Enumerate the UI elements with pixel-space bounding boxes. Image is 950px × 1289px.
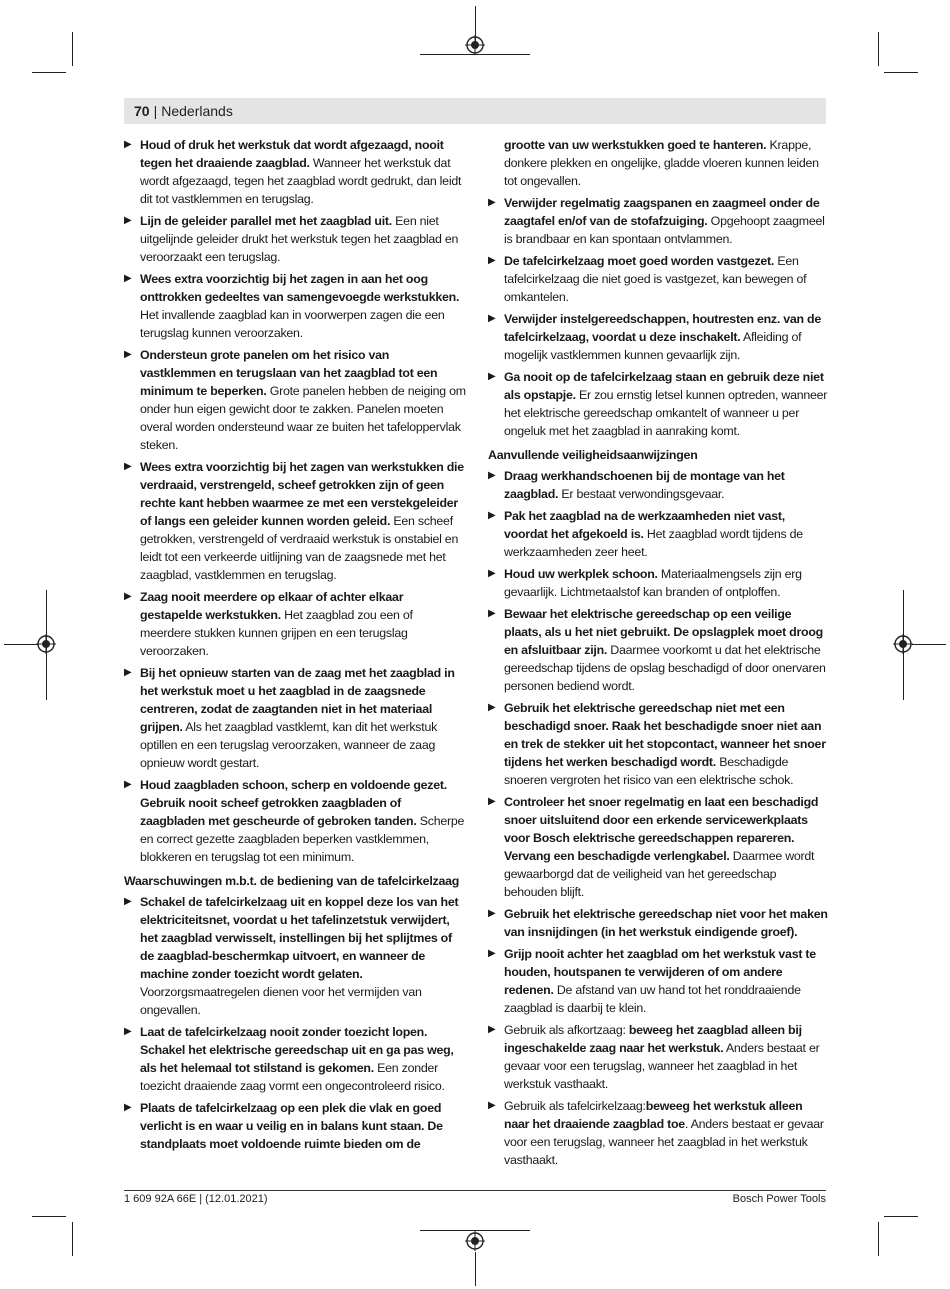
list-item (488, 605, 828, 695)
body-text: Beschadigde snoeren vergroten het risico van een elektrische schok. (504, 755, 794, 787)
body-text: Het zaagblad wordt tijdens de werkzaamheden zeer heet. (504, 527, 803, 559)
list-item (488, 194, 828, 248)
bold-text: Laat de tafelcirkelzaag nooit zonder toezicht lopen. Schakel het elektrische gereedschap uit en ga pas weg, als het helemaal tot stilstand is gekomen. (140, 1025, 454, 1075)
crop-mark (878, 32, 879, 66)
bold-text: Ondersteun grote panelen om het risico van vastklemmen en terugslaan van het zaagblad tot een minimum te beperken. (140, 348, 438, 398)
crop-mark (4, 644, 38, 645)
body-text: De afstand van uw hand tot het ronddraaiende zaagblad is daarbij te klein. (504, 983, 801, 1015)
bullet-arrow-icon: ▶ (488, 702, 496, 713)
bullet-arrow-icon: ▶ (488, 1024, 496, 1035)
body-text: Als het zaagblad vastklemt, kan dit het werkstuk optillen en een terugslag veroorzaken, wanneer de zaag opnieuw wordt gestart. (140, 720, 438, 770)
bullet-arrow-icon: ▶ (124, 667, 132, 678)
lead-text: Gebruik als tafelcirkelzaag: (504, 1099, 646, 1113)
bullet-arrow-icon: ▶ (124, 779, 132, 790)
list-item (488, 793, 828, 901)
list-item (124, 136, 466, 208)
crop-mark (72, 1222, 73, 1256)
bold-text: Ga nooit op de tafelcirkelzaag staan en gebruik deze niet als opstapje. (504, 370, 824, 402)
crop-mark (912, 644, 946, 645)
registration-mark-icon (465, 35, 485, 55)
crop-mark (32, 72, 66, 73)
body-text: Grote panelen hebben de neiging om onder hun eigen gewicht door te zakken. Panelen moeten overal worden ondersteund waar ze buiten het tafeloppervlak steken. (140, 384, 466, 452)
list-item (488, 507, 828, 561)
section-heading: Waarschuwingen m.b.t. de bediening van de tafelcirkelzaag (124, 874, 460, 888)
bold-text: Houd zaagbladen schoon, scherp en voldoende gezet. Gebruik nooit scheef getrokken zaagbladen of zaagbladen met gescheurde of gebroken tanden. (140, 778, 447, 828)
crop-mark (475, 1252, 476, 1286)
bullet-arrow-icon: ▶ (124, 349, 132, 360)
bullet-arrow-icon: ▶ (488, 908, 496, 919)
bullet-arrow-icon: ▶ (488, 313, 496, 324)
bold-text: Grijp nooit achter het zaagblad om het werkstuk vast te houden, houtspanen te verwijderen of om andere redenen. (504, 947, 816, 997)
bold-text: Bij het opnieuw starten van de zaag met het zaagblad in het werkstuk moet u het zaagblad in de zaagsnede centreren, zodat de zaagtanden niet in het materiaal grijpen. (140, 666, 455, 734)
list-item (124, 664, 466, 772)
registration-mark-icon (36, 634, 56, 654)
bullet-arrow-icon: ▶ (124, 1102, 132, 1113)
bold-text: Lijn de geleider parallel met het zaagblad uit. (140, 214, 392, 228)
bold-text: Verwijder regelmatig zaagspanen en zaagmeel onder de zaagtafel en/of van de stofafzuiging. (504, 196, 820, 228)
body-text: Daarmee wordt gewaarborgd dat de veiligheid van het gereedschap behouden blijft. (504, 849, 815, 899)
body-text: Er zou ernstig letsel kunnen optreden, wanneer het elektrische gereedschap omkantelt of wanneer u per ongeluk met het zaagblad in aanraking komt. (504, 388, 828, 438)
bold-text: Bewaar het elektrische gereedschap op een veilige plaats, als u het niet gebruikt. De opslagplek moet droog en afsluitbaar zijn. (504, 607, 823, 657)
registration-mark-icon (893, 634, 913, 654)
list-item (488, 699, 828, 789)
bullet-arrow-icon: ▶ (488, 470, 496, 481)
body-text: Een tafelcirkelzaag die niet goed is vastgezet, kan bewegen of omkantelen. (504, 254, 807, 304)
section-heading: Aanvullende veiligheidsaanwijzingen (488, 448, 698, 462)
footer-brand: Bosch Power Tools (732, 1193, 826, 1205)
right-column (488, 136, 828, 1173)
bold-text: Zaag nooit meerdere op elkaar of achter elkaar gestapelde werkstukken. (140, 590, 404, 622)
page-header (124, 98, 826, 124)
bullet-arrow-icon: ▶ (488, 796, 496, 807)
bullet-arrow-icon: ▶ (488, 1100, 496, 1111)
body-text: Wanneer het werkstuk dat wordt afgezaagd, tegen het zaagblad wordt gedrukt, dan leidt dit tot vastklemmen en terugslag. (140, 156, 462, 206)
page-number: 70 (134, 103, 150, 119)
body-text: Afleiding of mogelijk vastklemmen kunnen gevaarlijk zijn. (504, 330, 802, 362)
list-item (488, 368, 828, 440)
body-text: Krappe, donkere plekken en ongelijke, gladde vloeren kunnen leiden tot ongevallen. (504, 138, 819, 188)
left-column (124, 136, 466, 1157)
bold-text: Schakel de tafelcirkelzaag uit en koppel deze los van het elektriciteitsnet, voordat u het tafelinzetstuk verwijdert, het zaagblad verwisselt, instellingen bij het splijtmes of de zaagblad-beschermkap uitvoert, en wanneer de machine zonder toezicht wordt gelaten. (140, 895, 459, 981)
crop-mark (32, 1216, 66, 1217)
list-item (488, 905, 828, 941)
bold-text: Draag werkhandschoenen bij de montage van het zaagblad. (504, 469, 785, 501)
list-item (124, 1023, 466, 1095)
continued-paragraph (488, 136, 828, 190)
list-item (124, 270, 466, 342)
list-item (488, 1021, 828, 1093)
bullet-arrow-icon: ▶ (124, 1026, 132, 1037)
crop-mark (878, 1222, 879, 1256)
bold-text: Houd of druk het werkstuk dat wordt afgezaagd, nooit tegen het draaiende zaagblad. (140, 138, 444, 170)
bold-text: Plaats de tafelcirkelzaag op een plek die vlak en goed verlicht is en waar u veilig en in balans kunt staan. De standplaats moet voldoende ruimte bieden om de (140, 1101, 443, 1151)
header-separator: | (153, 103, 158, 119)
body-text: Materiaalmengsels zijn erg gevaarlijk. Lichtmetaalstof kan branden of ontploffen. (504, 567, 802, 599)
list-item (124, 776, 466, 866)
bullet-arrow-icon: ▶ (124, 215, 132, 226)
bullet-arrow-icon: ▶ (124, 591, 132, 602)
list-item (124, 1099, 466, 1153)
list-item (124, 588, 466, 660)
bold-text: Wees extra voorzichtig bij het zagen in aan het oog onttrokken gedeeltes van samengevoegde werkstukken. (140, 272, 460, 304)
list-item (124, 346, 466, 454)
list-item (488, 310, 828, 364)
body-text: . Anders bestaat er gevaar voor een terugslag, wanneer het zaagblad in het werkstuk vasthaakt. (504, 1117, 824, 1167)
body-text: Een zonder toezicht draaiende zaag vormt een ongecontroleerd risico. (140, 1061, 445, 1093)
footer-doc-number: 1 609 92A 66E | (12.01.2021) (124, 1193, 268, 1205)
crop-mark (72, 32, 73, 66)
bullet-arrow-icon: ▶ (488, 568, 496, 579)
body-text: Voorzorgsmaatregelen dienen voor het vermijden van ongevallen. (140, 985, 422, 1017)
bold-text: Verwijder instelgereedschappen, houtresten enz. van de tafelcirkelzaag, voordat u deze inschakelt. (504, 312, 822, 344)
list-item (488, 945, 828, 1017)
body-text: Het zaagblad zou een of meerdere stukken kunnen grijpen en een terugslag veroorzaken. (140, 608, 413, 658)
bold-text: Houd uw werkplek schoon. (504, 567, 658, 581)
bold-text: beweeg het werkstuk alleen naar het draaiende zaagblad toe (504, 1099, 803, 1131)
bold-text: grootte van uw werkstukken goed te hanteren. (504, 138, 767, 152)
list-item (124, 893, 466, 1019)
body-text: Opgehoopt zaagmeel is brandbaar en kan spontaan ontvlammen. (504, 214, 825, 246)
list-item (488, 565, 828, 601)
list-item (488, 252, 828, 306)
list-item (488, 467, 828, 503)
bullet-arrow-icon: ▶ (488, 255, 496, 266)
bold-text: Gebruik het elektrische gereedschap niet voor het maken van insnijdingen (in het werkstuk eindigende groef). (504, 907, 828, 939)
header-language: Nederlands (161, 103, 233, 119)
body-text: Het invallende zaagblad kan in voorwerpen zagen die een terugslag kunnen veroorzaken. (140, 308, 445, 340)
bullet-arrow-icon: ▶ (488, 510, 496, 521)
list-item (124, 212, 466, 266)
body-text: Scherpe en correct gezette zaagbladen beperken vastklemmen, blokkeren en terugslag tot een minimum. (140, 814, 465, 864)
bullet-arrow-icon: ▶ (488, 608, 496, 619)
crop-mark (884, 72, 918, 73)
bullet-arrow-icon: ▶ (488, 197, 496, 208)
bullet-arrow-icon: ▶ (124, 461, 132, 472)
list-item (488, 1097, 828, 1169)
bold-text: Pak het zaagblad na de werkzaamheden niet vast, voordat het afgekoeld is. (504, 509, 785, 541)
body-text: Een scheef getrokken, verstrengeld of verdraaid werkstuk is onstabiel en leidt tot een verkeerde uitlijning van de zaagsnede met het zaagblad, vastklemmen en terugslag. (140, 514, 459, 582)
bold-text: beweeg het zaagblad alleen bij ingeschakelde zaag naar het werkstuk. (504, 1023, 802, 1055)
list-item (124, 458, 466, 584)
bullet-arrow-icon: ▶ (488, 948, 496, 959)
bold-text: De tafelcirkelzaag moet goed worden vastgezet. (504, 254, 775, 268)
bullet-arrow-icon: ▶ (488, 371, 496, 382)
body-text: Anders bestaat er gevaar voor een terugslag, wanneer het zaagblad in het werkstuk vasthaakt. (504, 1041, 820, 1091)
crop-mark (884, 1216, 918, 1217)
bullet-arrow-icon: ▶ (124, 896, 132, 907)
footer-rule (124, 1190, 826, 1191)
bold-text: Wees extra voorzichtig bij het zagen van werkstukken die verdraaid, verstrengeld, scheef getrokken zijn of geen rechte kant hebben waarmee ze met een verstekgeleider of langs een geleider kunnen worden geleid. (140, 460, 464, 528)
bold-text: Controleer het snoer regelmatig en laat een beschadigd snoer uitsluitend door een erkende servicewerkplaats voor Bosch elektrische gereedschappen repareren. Vervang een beschadigde verlengkabel. (504, 795, 819, 863)
lead-text: Gebruik als afkortzaag: (504, 1023, 629, 1037)
body-text: Er bestaat verwondingsgevaar. (558, 487, 725, 501)
body-text: Een niet uitgelijnde geleider drukt het werkstuk tegen het zaagblad en veroorzaakt een terugslag. (140, 214, 459, 264)
bullet-arrow-icon: ▶ (124, 273, 132, 284)
registration-mark-icon (465, 1231, 485, 1251)
bullet-arrow-icon: ▶ (124, 139, 132, 150)
body-text: Daarmee voorkomt u dat het elektrische gereedschap tijdens de opslag beschadigd of door onervaren personen bediend wordt. (504, 643, 826, 693)
bold-text: Gebruik het elektrische gereedschap niet met een beschadigd snoer. Raak het beschadigde snoer niet aan en trek de stekker uit het stopcontact, wanneer het snoer tijdens het werken beschadigd wordt. (504, 701, 826, 769)
